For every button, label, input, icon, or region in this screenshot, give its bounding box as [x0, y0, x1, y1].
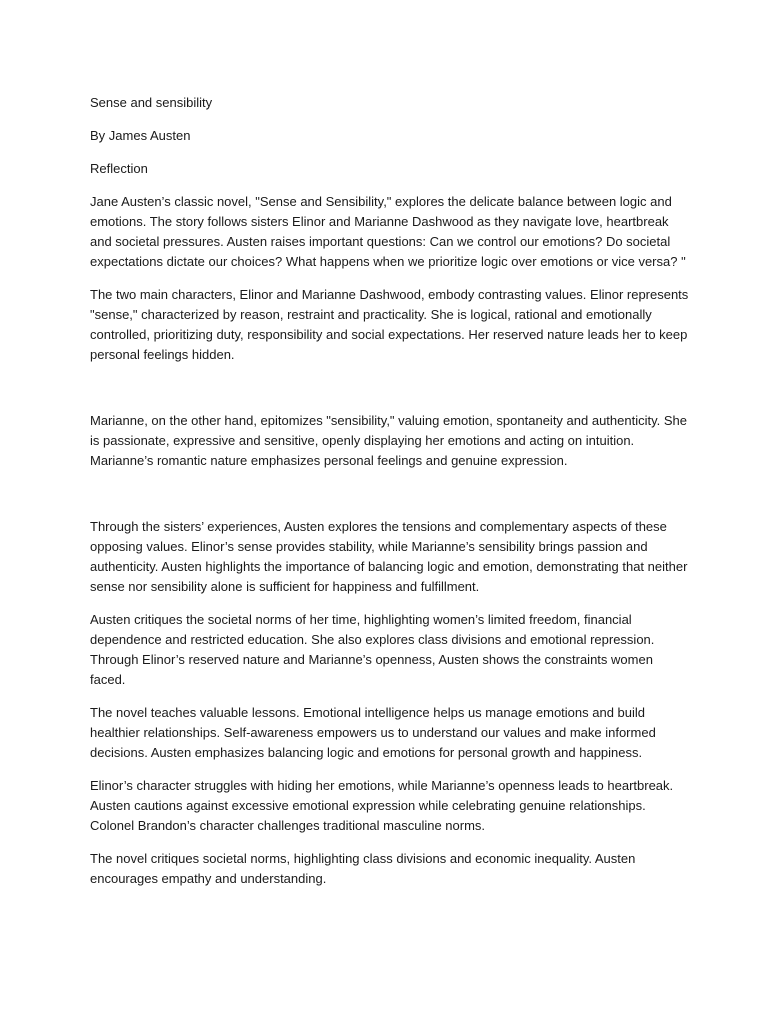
document-body — [90, 93, 690, 902]
paragraph-conclusion: The novel critiques societal norms, highlighting class divisions and economic inequality. Austen encourages empathy and understanding. — [90, 851, 636, 886]
paragraph-lessons: The novel teaches valuable lessons. Emotional intelligence helps us manage emotions and build healthier relationships. Self-awareness empowers us to understand our values and make informed decisions. Austen emphasizes balancing logic and emotions for personal growth and happiness. — [90, 705, 656, 760]
paragraph-marianne: Marianne, on the other hand, epitomizes "sensibility," valuing emotion, spontaneity and authenticity. She is passionate, expressive and sensitive, openly displaying her emotions and acting on intuition. Marianne’s romantic nature emphasizes personal feelings and genuine expression. — [90, 413, 687, 468]
blank-line — [90, 484, 690, 517]
section-heading: Reflection — [90, 161, 148, 176]
paragraph-introduction: Jane Austen’s classic novel, "Sense and Sensibility," explores the delicate balance between logic and emotions. The story follows sisters Elinor and Marianne Dashwood as they navigate love, heartbreak and societal pressures. Austen raises important questions: Can we control our emotions? Do societal expectations dictate our choices? What happens when we prioritize logic over emotions or vice versa? " — [90, 194, 686, 269]
paragraph-character-struggles: Elinor’s character struggles with hiding her emotions, while Marianne’s openness leads to heartbreak. Austen cautions against excessive emotional expression while celebrating genuine relationships. Colonel Brandon’s character challenges traditional masculine norms. — [90, 778, 674, 833]
paragraph-sisters-experiences: Through the sisters’ experiences, Austen explores the tensions and complementary aspects of these opposing values. Elinor’s sense provides stability, while Marianne’s sensibility brings passion and authenticity. Austen highlights the importance of balancing logic and emotion, demonstrating that neither sense nor sensibility alone is sufficient for happiness and fulfillment. — [90, 519, 688, 594]
paragraph-main-characters: The two main characters, Elinor and Marianne Dashwood, embody contrasting values. Elinor represents "sense," characterized by reason, restraint and practicality. She is logical, rational and emotionally controlled, prioritizing duty, responsibility and social expectations. Her reserved nature leads her to keep personal feelings hidden. — [90, 287, 689, 362]
paragraph-societal-norms: Austen critiques the societal norms of her time, highlighting women’s limited freedom, financial dependence and restricted education. She also explores class divisions and emotional repression. Through Elinor’s reserved nature and Marianne’s openness, Austen shows the constraints women faced. — [90, 612, 655, 687]
document-byline: By James Austen — [90, 128, 191, 143]
document-title: Sense and sensibility — [90, 95, 213, 110]
blank-line — [90, 378, 690, 411]
